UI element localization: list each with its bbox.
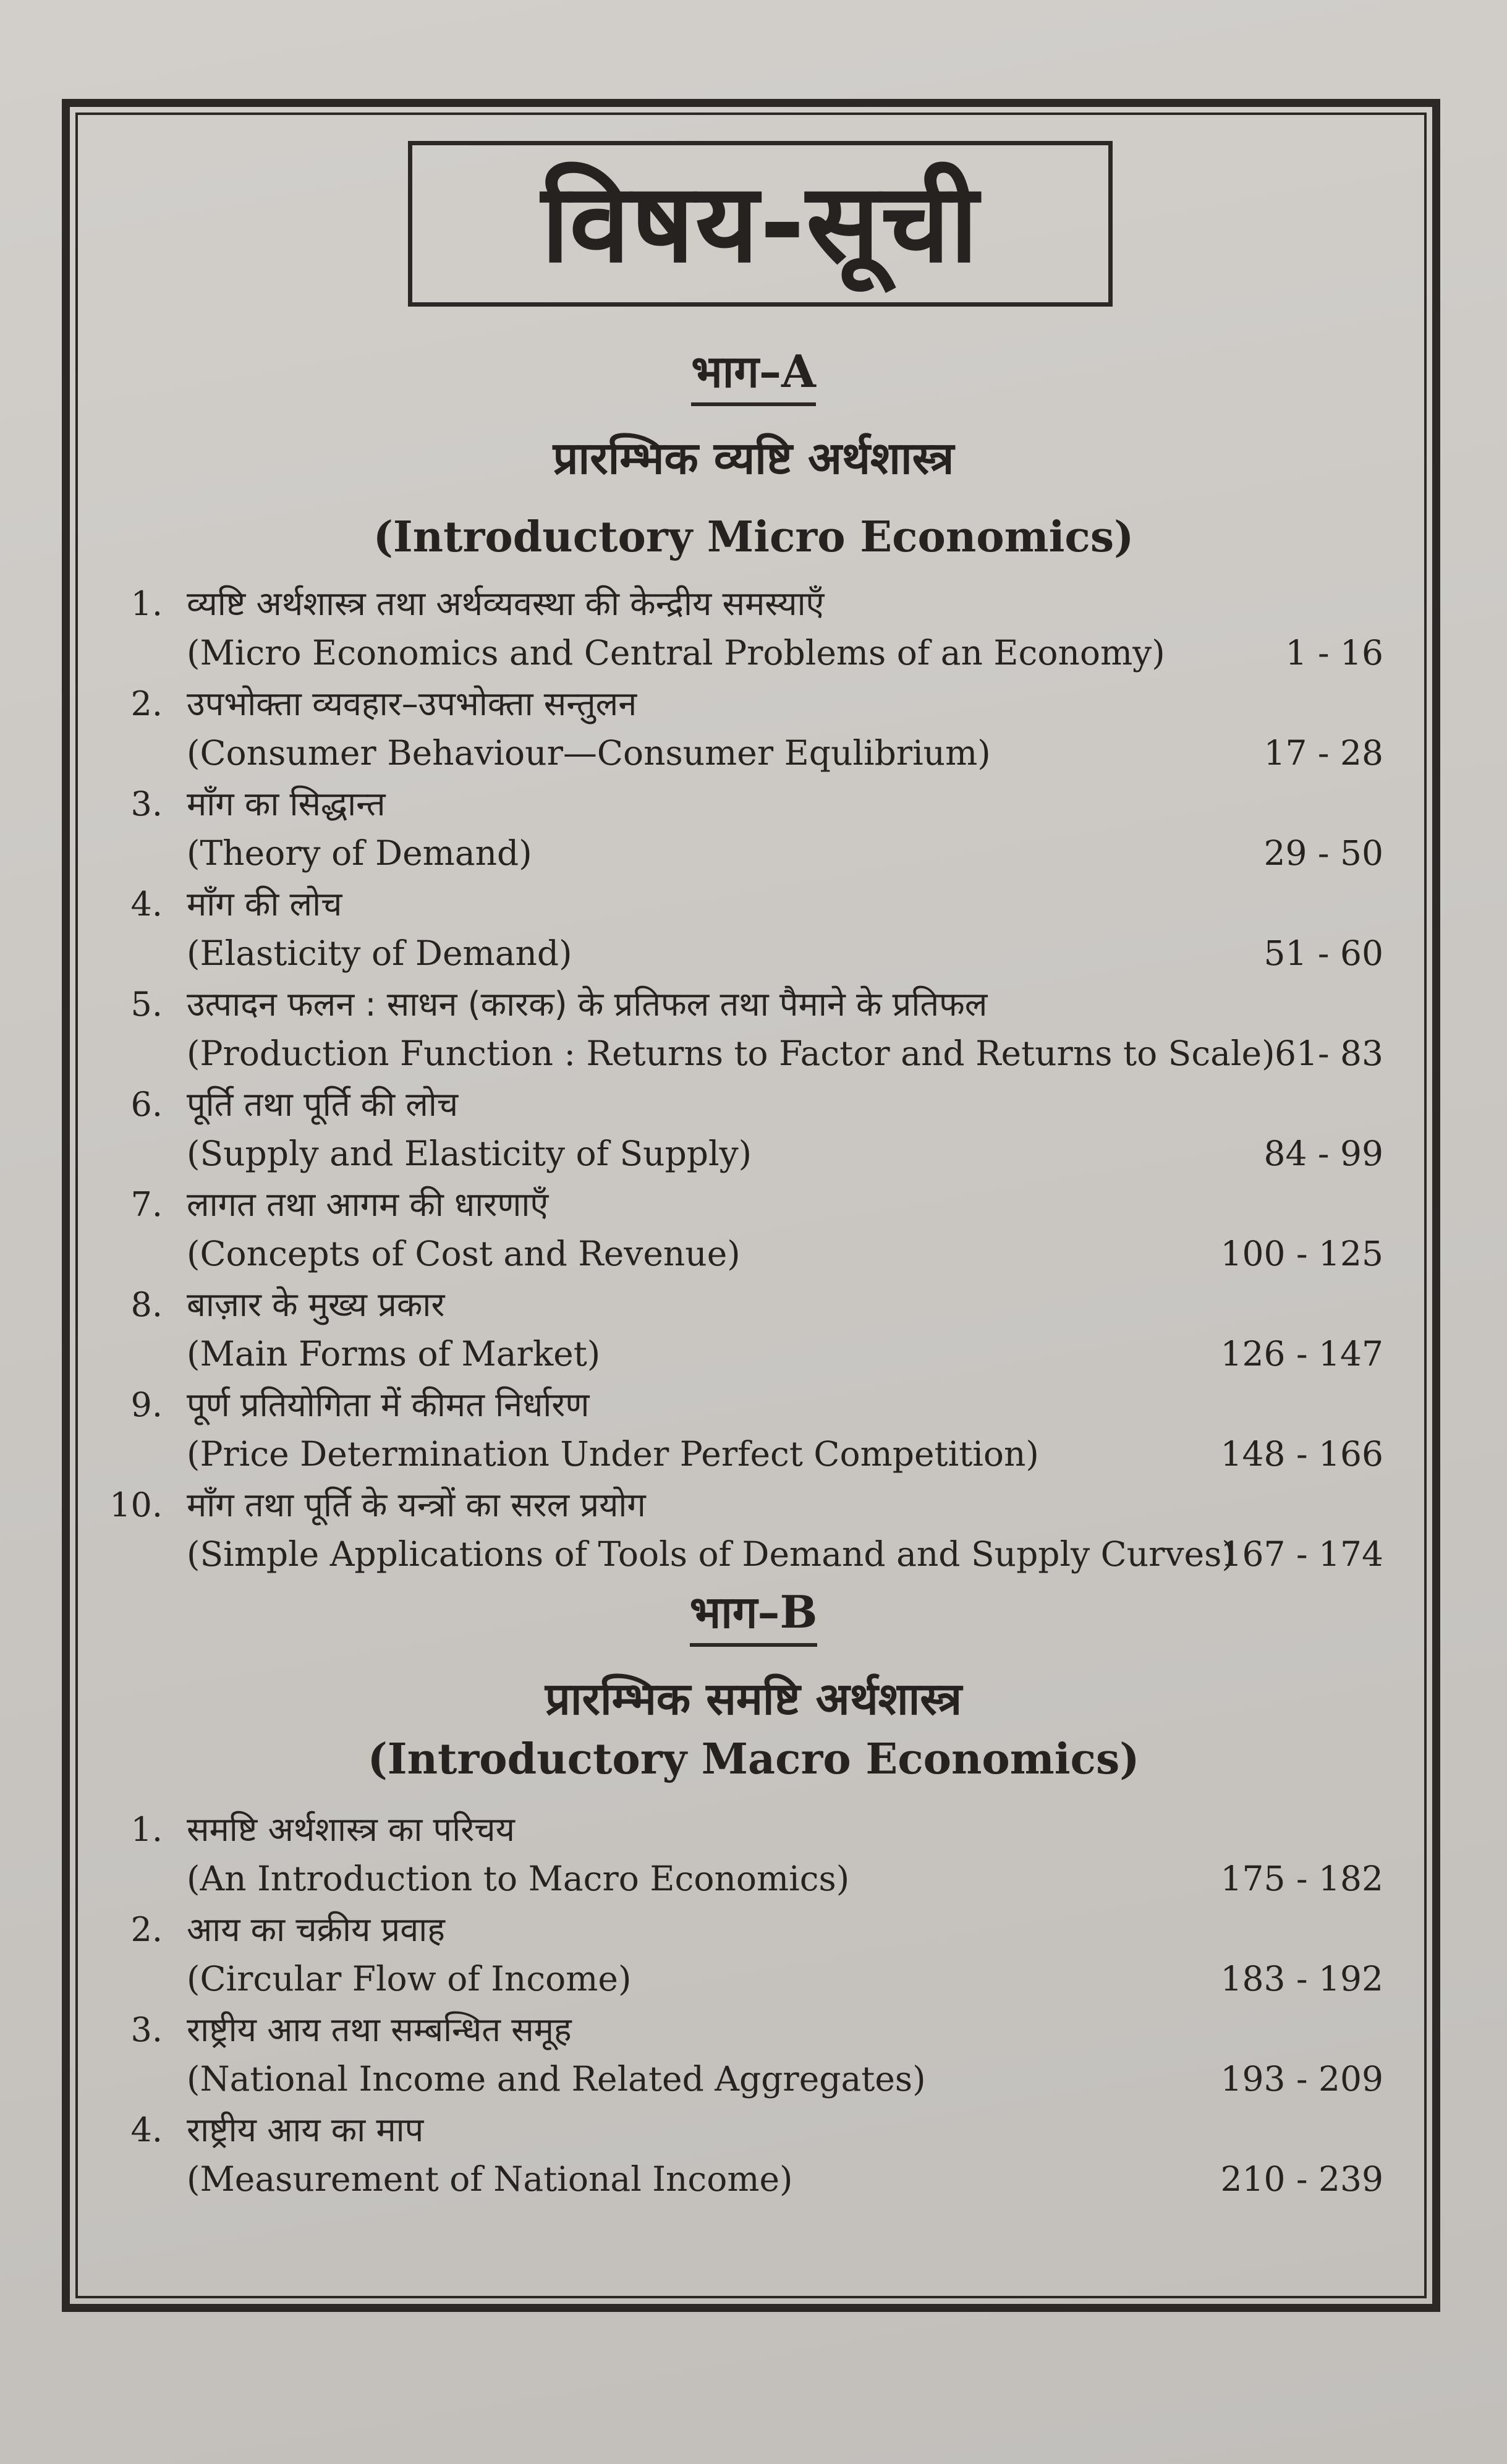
toc-entry: [0, 1185, 1507, 1284]
chapter-title-english: (Elasticity of Demand): [187, 933, 572, 973]
chapter-title-hindi: माँग की लोच: [187, 885, 342, 924]
chapter-title-english: (Main Forms of Market): [187, 1334, 601, 1374]
part-b-label: [0, 1586, 1507, 1647]
page-range: 1 - 16: [1285, 633, 1383, 673]
page-range: 51 - 60: [1263, 933, 1383, 973]
chapter-title-english: (Simple Applications of Tools of Demand and Supply Curves): [187, 1534, 1235, 1574]
toc-entry: [0, 2010, 1507, 2109]
toc-entry: [0, 1810, 1507, 1909]
toc-entry: [0, 985, 1507, 1084]
page-range: 61- 83: [1274, 1034, 1383, 1073]
chapter-title-english: (National Income and Related Aggregates): [187, 2059, 926, 2099]
chapter-number: 3.: [130, 784, 163, 823]
toc-entry: [0, 784, 1507, 883]
toc-entry: [0, 1385, 1507, 1484]
page-range: 210 - 239: [1220, 2159, 1383, 2199]
chapter-title-english: (Theory of Demand): [187, 833, 532, 873]
page-range: 167 - 174: [1220, 1534, 1383, 1574]
toc-entry: [0, 2110, 1507, 2209]
chapter-number: 3.: [130, 2010, 163, 2049]
chapter-title-hindi: बाज़ार के मुख्य प्रकार: [187, 1285, 445, 1324]
page-range: 148 - 166: [1220, 1434, 1383, 1474]
part-a-label-text: भाग–A: [691, 349, 816, 406]
part-b-heading-hindi: प्रारम्भिक समष्टि अर्थशास्त्र: [545, 1673, 962, 1725]
chapter-number: 2.: [130, 684, 163, 723]
chapter-number: 1.: [130, 584, 163, 623]
part-b-heading-english: (Introductory Macro Economics): [367, 1735, 1140, 1784]
chapter-title-hindi: व्यष्टि अर्थशास्त्र तथा अर्थव्यवस्था की केन्द्रीय समस्याएँ: [187, 584, 825, 623]
part-a-heading-english: (Introductory Micro Economics): [373, 512, 1134, 562]
chapter-title-english: (Circular Flow of Income): [187, 1959, 632, 1999]
chapter-number: 7.: [130, 1185, 163, 1224]
chapter-title-hindi: माँग तथा पूर्ति के यन्त्रों का सरल प्रयोग: [187, 1485, 646, 1524]
toc-entry: [0, 1910, 1507, 2009]
chapter-title-hindi: राष्ट्रीय आय का माप: [187, 2110, 424, 2149]
page-range: 100 - 125: [1220, 1234, 1383, 1273]
page-title: विषय-सूची: [541, 160, 980, 287]
toc-entry: [0, 885, 1507, 983]
chapter-title-english: (Concepts of Cost and Revenue): [187, 1234, 741, 1273]
part-a-label: [0, 345, 1507, 406]
toc-entry: [0, 1285, 1507, 1384]
chapter-title-hindi: उत्पादन फलन : साधन (कारक) के प्रतिफल तथा पैमाने के प्रतिफल: [187, 985, 988, 1024]
toc-entry: [0, 584, 1507, 683]
toc-entry: [0, 684, 1507, 783]
chapter-number: 9.: [130, 1385, 163, 1424]
toc-entry: [0, 1085, 1507, 1184]
chapter-title-english: (Measurement of National Income): [187, 2159, 793, 2199]
page-range: 175 - 182: [1220, 1859, 1383, 1898]
chapter-title-english: (Supply and Elasticity of Supply): [187, 1134, 752, 1173]
chapter-title-hindi: पूर्ण प्रतियोगिता में कीमत निर्धारण: [187, 1385, 590, 1424]
part-b-label-text: भाग–B: [690, 1590, 818, 1647]
page-range: 29 - 50: [1263, 833, 1383, 873]
title-box: [408, 141, 1113, 307]
chapter-number: 5.: [130, 985, 163, 1024]
chapter-title-hindi: राष्ट्रीय आय तथा सम्बन्धित समूह: [187, 2010, 572, 2049]
chapter-title-english: (Production Function : Returns to Factor and Returns to Scale): [187, 1034, 1275, 1073]
chapter-number: 4.: [130, 2110, 163, 2149]
page-range: 84 - 99: [1263, 1134, 1383, 1173]
chapter-number: 4.: [130, 885, 163, 924]
page-range: 193 - 209: [1220, 2059, 1383, 2099]
chapter-title-english: (Price Determination Under Perfect Competition): [187, 1434, 1039, 1474]
chapter-title-english: (Micro Economics and Central Problems of an Economy): [187, 633, 1165, 673]
chapter-title-english: (Consumer Behaviour—Consumer Equlibrium): [187, 733, 991, 773]
part-a-heading-hindi: प्रारम्भिक व्यष्टि अर्थशास्त्र: [553, 432, 954, 484]
chapter-title-english: (An Introduction to Macro Economics): [187, 1859, 850, 1898]
page-range: 183 - 192: [1220, 1959, 1383, 1999]
chapter-title-hindi: समष्टि अर्थशास्त्र का परिचय: [187, 1810, 515, 1849]
toc-entry: [0, 1485, 1507, 1584]
chapter-number: 10.: [109, 1485, 163, 1524]
chapter-title-hindi: माँग का सिद्धान्त: [187, 784, 386, 823]
page-range: 126 - 147: [1220, 1334, 1383, 1374]
chapter-number: 6.: [130, 1085, 163, 1124]
chapter-title-hindi: उपभोक्ता व्यवहार–उपभोक्ता सन्तुलन: [187, 684, 637, 723]
chapter-title-hindi: आय का चक्रीय प्रवाह: [187, 1910, 445, 1949]
chapter-number: 8.: [130, 1285, 163, 1324]
chapter-number: 1.: [130, 1810, 163, 1849]
chapter-title-hindi: पूर्ति तथा पूर्ति की लोच: [187, 1085, 459, 1124]
page-range: 17 - 28: [1263, 733, 1383, 773]
chapter-title-hindi: लागत तथा आगम की धारणाएँ: [187, 1185, 549, 1224]
chapter-number: 2.: [130, 1910, 163, 1949]
